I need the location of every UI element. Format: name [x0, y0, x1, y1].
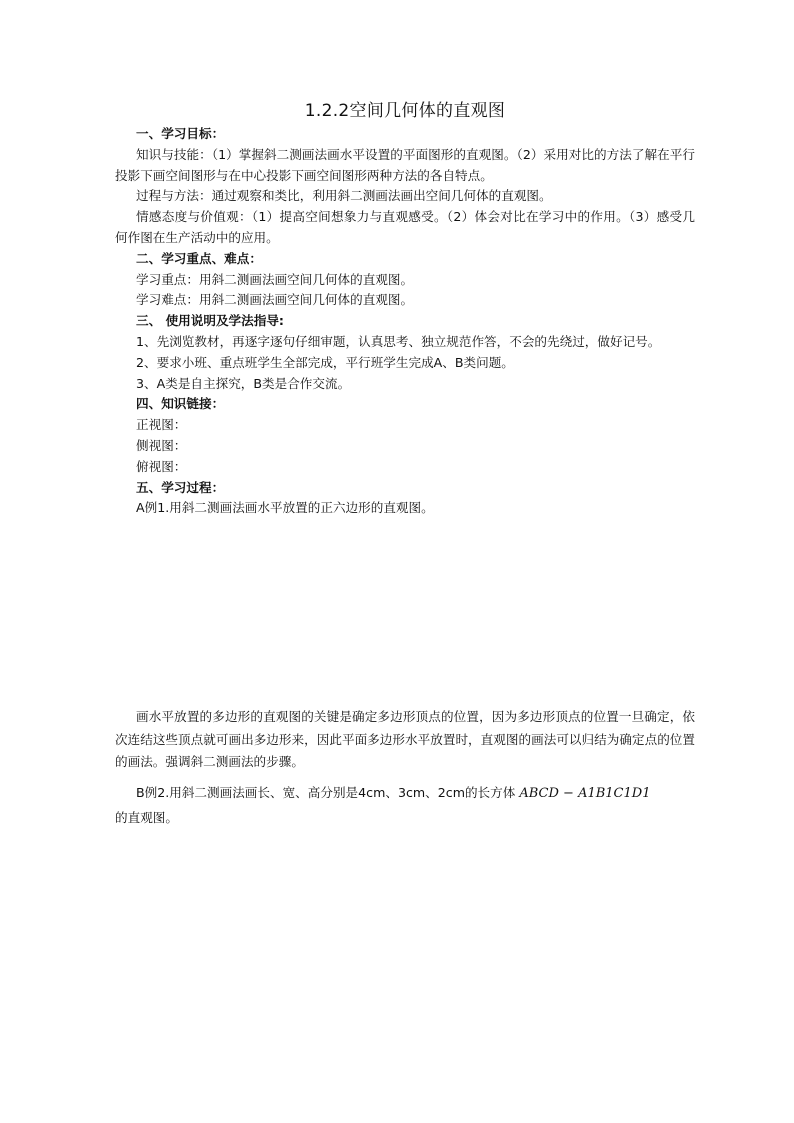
section-heading-key-points: 二、学习重点、难点：	[136, 250, 262, 266]
front-view-label: 正视图：	[136, 417, 187, 433]
side-view-label: 侧视图：	[136, 437, 187, 453]
answer-space	[115, 519, 695, 706]
section-heading-instructions: 三、 使用说明及学法指导:	[136, 313, 284, 329]
section-heading-knowledge-link: 四、知识链接：	[136, 396, 225, 412]
instruction-item-2: 2、要求小班、重点班学生全部完成，平行班学生完成A、B类问题。	[136, 354, 514, 370]
difficult-point-text: 学习难点：用斜二测画法画空间几何体的直观图。	[136, 292, 414, 308]
explanation-paragraph: 画水平放置的多边形的直观图的关键是确定多边形顶点的位置，因为多边形顶点的位置一旦确定，依次连结这些顶点就可画出多边形来，因此平面多边形水平放置时，直观图的画法可以归结为确定点的位置的画法。强调斜二测画法的步骤。	[115, 709, 695, 770]
key-point-text: 学习重点：用斜二测画法画空间几何体的直观图。	[136, 271, 414, 287]
example-2-text	[115, 782, 695, 806]
example-2-prefix: B例2.用斜二测画法画长、宽、高分别是4cm、3cm、2cm的长方体	[136, 784, 516, 800]
goal-process-method: 过程与方法：通过观察和类比，利用斜二测画法画出空间几何体的直观图。	[136, 188, 552, 204]
page-title: 1.2.2空间几何体的直观图	[304, 101, 506, 121]
document-page	[115, 98, 695, 831]
goal-attitude-values: 情感态度与价值观：（1）提高空间想象力与直观感受。（2）体会对比在学习中的作用。（3）感受几何作图在生产活动中的应用。	[115, 209, 695, 245]
goal-knowledge-skill: 知识与技能：（1）掌握斜二测画法画水平设置的平面图形的直观图。（2）采用对比的方法了解在平行投影下画空间图形与在中心投影下画空间图形两种方法的各自特点。	[115, 146, 695, 183]
example-2-suffix: 的直观图。	[115, 810, 178, 826]
instruction-item-1: 1、先浏览教材，再逐字逐句仔细审题，认真思考、独立规范作答，不会的先绕过，做好记号。	[136, 333, 661, 349]
example-1-text: A例1.用斜二测画法画水平放置的正六边形的直观图。	[136, 500, 434, 516]
top-view-label: 俯视图：	[136, 458, 187, 474]
cuboid-formula: ABCD − A1B1C1D1	[519, 785, 651, 801]
instruction-item-3: 3、A类是自主探究，B类是合作交流。	[136, 375, 351, 391]
section-heading-goals: 一、学习目标：	[136, 126, 225, 141]
section-heading-process: 五、学习过程：	[136, 479, 225, 495]
